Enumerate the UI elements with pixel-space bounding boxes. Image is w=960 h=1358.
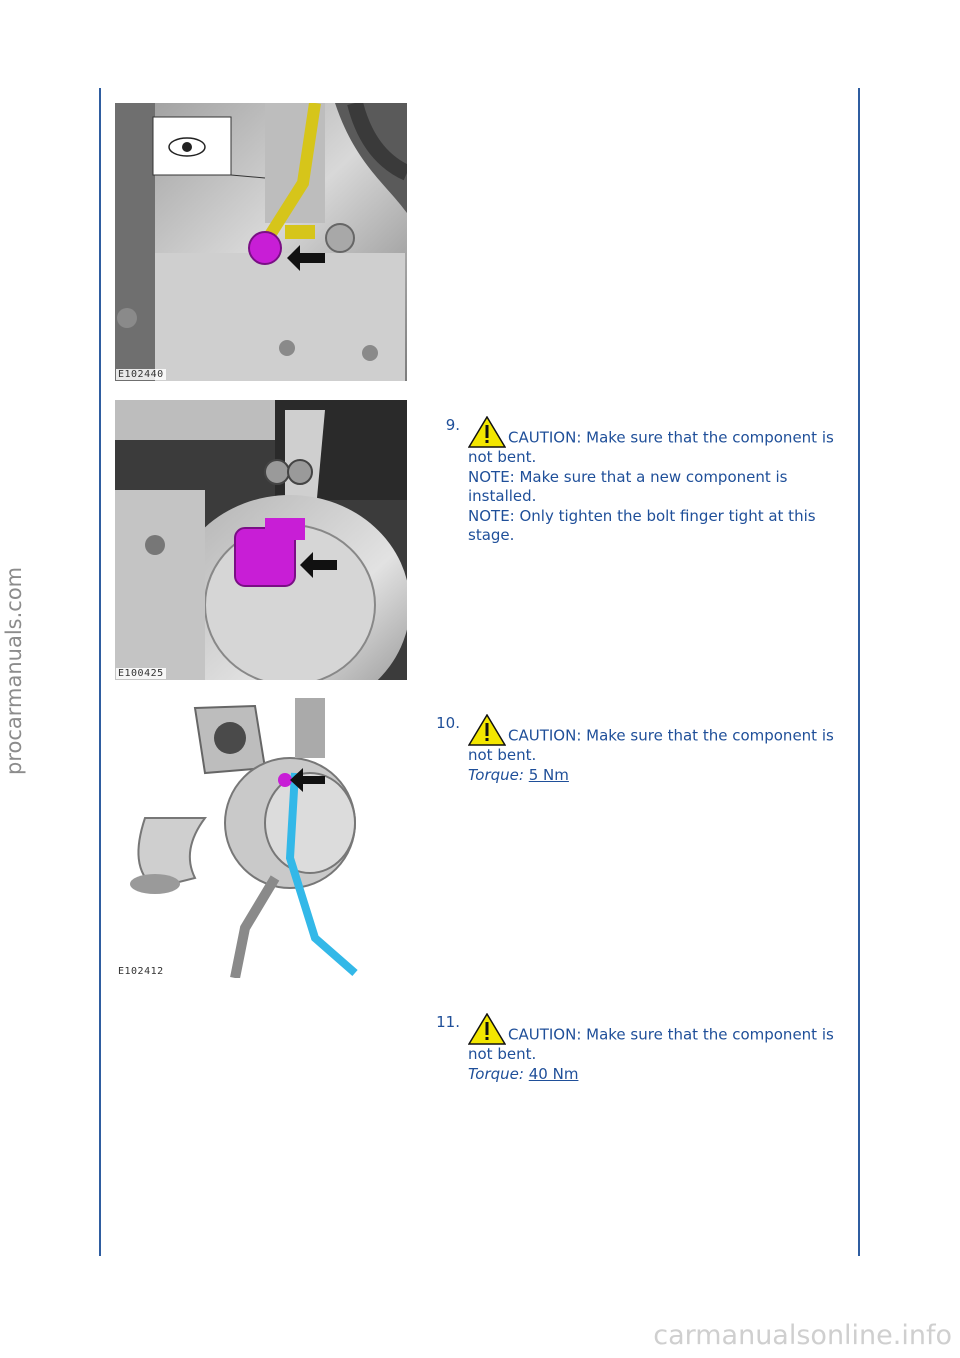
bottom-watermark: carmanualsonline.info — [653, 1320, 952, 1351]
right-margin-rule — [858, 88, 860, 1256]
warning-icon — [468, 714, 506, 746]
note-text: NOTE: Make sure that a new component is installed. — [468, 467, 788, 505]
figure-code: E102412 — [118, 966, 164, 977]
torque-label: Torque: — [468, 765, 524, 784]
warning-icon — [468, 416, 506, 448]
figure-code: E102440 — [118, 369, 164, 380]
step-number: 10. — [436, 714, 460, 732]
torque-label: Torque: — [468, 1064, 524, 1083]
caution-text: CAUTION: Make sure that the component is not bent. — [468, 714, 840, 766]
step-body — [468, 714, 840, 785]
side-watermark: procarmanuals.com — [2, 566, 26, 775]
step-number: 9. — [445, 416, 460, 434]
left-margin-rule — [99, 88, 101, 1256]
step-body — [468, 416, 840, 546]
torque-value-link[interactable]: 5 Nm — [528, 765, 569, 784]
caution-text: CAUTION: Make sure that the component is not bent. — [468, 1013, 840, 1065]
turbocharger-oil-feed-illustration — [115, 698, 407, 978]
engine-oil-line-illustration — [115, 103, 407, 381]
torque-value-link[interactable]: 40 Nm — [528, 1064, 579, 1083]
figure-e102412 — [115, 698, 407, 978]
step-number: 11. — [436, 1013, 460, 1031]
figure-code: E100425 — [118, 668, 164, 679]
note-text: NOTE: Only tighten the bolt finger tight at this stage. — [468, 506, 816, 544]
warning-icon — [468, 1013, 506, 1045]
torque-spec — [468, 1065, 840, 1085]
turbocharger-bracket-illustration — [115, 400, 407, 680]
step-body — [468, 1013, 840, 1084]
figure-e100425 — [115, 400, 407, 680]
torque-spec — [468, 766, 840, 786]
figure-e102440 — [115, 103, 407, 381]
caution-text: CAUTION: Make sure that the component is not bent. — [468, 416, 840, 468]
